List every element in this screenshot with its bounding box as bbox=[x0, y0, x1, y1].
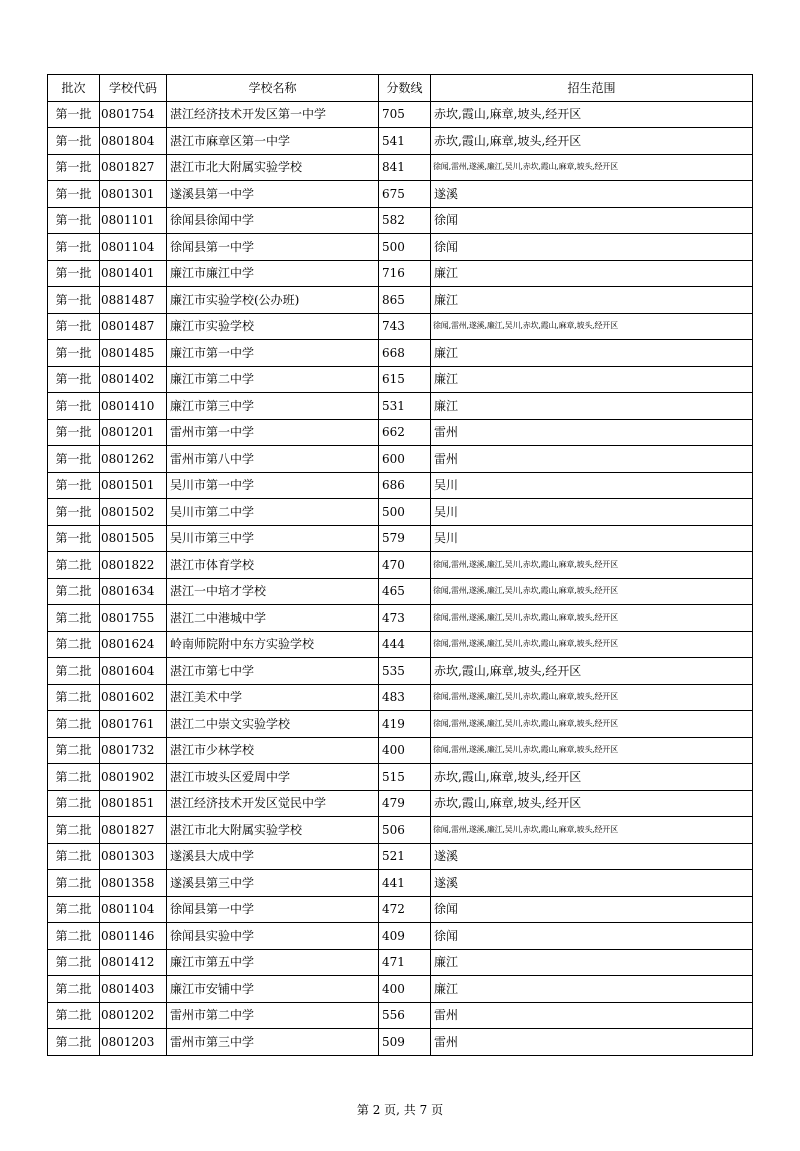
table-row bbox=[48, 631, 753, 658]
school-name-cell: 湛江市北大附属实验学校 bbox=[167, 817, 379, 844]
score-line-cell: 743 bbox=[379, 313, 431, 340]
school-code-cell: 0801624 bbox=[100, 631, 167, 658]
header-score-line: 分数线 bbox=[379, 75, 431, 102]
school-code-cell: 0801412 bbox=[100, 949, 167, 976]
enrollment-scope-cell: 赤坎,霞山,麻章,坡头,经开区 bbox=[431, 658, 753, 685]
header-batch: 批次 bbox=[48, 75, 100, 102]
school-code-cell: 0801604 bbox=[100, 658, 167, 685]
enrollment-scope-cell: 徐闻 bbox=[431, 207, 753, 234]
batch-cell: 第一批 bbox=[48, 287, 100, 314]
score-line-cell: 400 bbox=[379, 737, 431, 764]
school-code-cell: 0801602 bbox=[100, 684, 167, 711]
enrollment-scope-cell: 遂溪 bbox=[431, 181, 753, 208]
table-row bbox=[48, 446, 753, 473]
batch-cell: 第二批 bbox=[48, 976, 100, 1003]
enrollment-scope-cell: 廉江 bbox=[431, 260, 753, 287]
table-header-row bbox=[48, 75, 753, 102]
school-code-cell: 0801487 bbox=[100, 313, 167, 340]
score-line-cell: 400 bbox=[379, 976, 431, 1003]
table-row bbox=[48, 101, 753, 128]
table-row bbox=[48, 896, 753, 923]
batch-cell: 第二批 bbox=[48, 631, 100, 658]
school-code-cell: 0801485 bbox=[100, 340, 167, 367]
score-line-cell: 675 bbox=[379, 181, 431, 208]
score-line-cell: 686 bbox=[379, 472, 431, 499]
school-code-cell: 0801201 bbox=[100, 419, 167, 446]
school-name-cell: 湛江市北大附属实验学校 bbox=[167, 154, 379, 181]
school-name-cell: 遂溪县大成中学 bbox=[167, 843, 379, 870]
batch-cell: 第一批 bbox=[48, 340, 100, 367]
school-name-cell: 湛江一中培才学校 bbox=[167, 578, 379, 605]
score-line-cell: 419 bbox=[379, 711, 431, 738]
batch-cell: 第二批 bbox=[48, 764, 100, 791]
table-row bbox=[48, 552, 753, 579]
batch-cell: 第二批 bbox=[48, 658, 100, 685]
school-name-cell: 吴川市第二中学 bbox=[167, 499, 379, 526]
table-row bbox=[48, 154, 753, 181]
enrollment-scope-cell: 廉江 bbox=[431, 287, 753, 314]
enrollment-scope-cell: 雷州 bbox=[431, 419, 753, 446]
batch-cell: 第二批 bbox=[48, 870, 100, 897]
table-row bbox=[48, 419, 753, 446]
score-line-cell: 535 bbox=[379, 658, 431, 685]
score-line-cell: 444 bbox=[379, 631, 431, 658]
batch-cell: 第二批 bbox=[48, 949, 100, 976]
school-code-cell: 0801761 bbox=[100, 711, 167, 738]
score-line-cell: 705 bbox=[379, 101, 431, 128]
school-code-cell: 0801303 bbox=[100, 843, 167, 870]
school-code-cell: 0801262 bbox=[100, 446, 167, 473]
table-row bbox=[48, 923, 753, 950]
table-row bbox=[48, 1002, 753, 1029]
enrollment-scope-cell: 徐闻,雷州,遂溪,廉江,吴川,赤坎,霞山,麻章,坡头,经开区 bbox=[431, 578, 753, 605]
score-line-cell: 531 bbox=[379, 393, 431, 420]
school-name-cell: 廉江市第三中学 bbox=[167, 393, 379, 420]
table-row bbox=[48, 658, 753, 685]
school-name-cell: 廉江市实验学校(公办班) bbox=[167, 287, 379, 314]
score-line-cell: 479 bbox=[379, 790, 431, 817]
score-line-cell: 500 bbox=[379, 499, 431, 526]
batch-cell: 第一批 bbox=[48, 234, 100, 261]
table-row bbox=[48, 1029, 753, 1056]
batch-cell: 第二批 bbox=[48, 578, 100, 605]
school-name-cell: 雷州市第二中学 bbox=[167, 1002, 379, 1029]
school-code-cell: 0801202 bbox=[100, 1002, 167, 1029]
score-line-cell: 556 bbox=[379, 1002, 431, 1029]
score-line-cell: 472 bbox=[379, 896, 431, 923]
school-code-cell: 0801410 bbox=[100, 393, 167, 420]
school-name-cell: 廉江市安铺中学 bbox=[167, 976, 379, 1003]
school-code-cell: 0801902 bbox=[100, 764, 167, 791]
batch-cell: 第二批 bbox=[48, 605, 100, 632]
batch-cell: 第一批 bbox=[48, 154, 100, 181]
enrollment-scope-cell: 徐闻 bbox=[431, 923, 753, 950]
enrollment-scope-cell: 徐闻,雷州,遂溪,廉江,吴川,赤坎,霞山,麻章,坡头,经开区 bbox=[431, 631, 753, 658]
enrollment-scope-cell: 赤坎,霞山,麻章,坡头,经开区 bbox=[431, 790, 753, 817]
enrollment-scope-cell: 徐闻,雷州,遂溪,廉江,吴川,赤坎,霞山,麻章,坡头,经开区 bbox=[431, 817, 753, 844]
school-name-cell: 湛江市体育学校 bbox=[167, 552, 379, 579]
school-name-cell: 湛江美术中学 bbox=[167, 684, 379, 711]
enrollment-scope-cell: 徐闻,雷州,遂溪,廉江,吴川,赤坎,霞山,麻章,坡头,经开区 bbox=[431, 605, 753, 632]
admission-score-table bbox=[47, 74, 753, 1056]
table-row bbox=[48, 684, 753, 711]
enrollment-scope-cell: 雷州 bbox=[431, 1029, 753, 1056]
enrollment-scope-cell: 徐闻,雷州,遂溪,廉江,吴川,赤坎,霞山,麻章,坡头,经开区 bbox=[431, 737, 753, 764]
score-line-cell: 841 bbox=[379, 154, 431, 181]
score-line-cell: 521 bbox=[379, 843, 431, 870]
score-line-cell: 582 bbox=[379, 207, 431, 234]
score-line-cell: 509 bbox=[379, 1029, 431, 1056]
table-row bbox=[48, 949, 753, 976]
batch-cell: 第二批 bbox=[48, 1002, 100, 1029]
table-row bbox=[48, 260, 753, 287]
header-enrollment-scope: 招生范围 bbox=[431, 75, 753, 102]
school-code-cell: 0801104 bbox=[100, 896, 167, 923]
batch-cell: 第一批 bbox=[48, 472, 100, 499]
batch-cell: 第二批 bbox=[48, 737, 100, 764]
school-name-cell: 廉江市第五中学 bbox=[167, 949, 379, 976]
school-name-cell: 雷州市第八中学 bbox=[167, 446, 379, 473]
batch-cell: 第二批 bbox=[48, 684, 100, 711]
score-line-cell: 473 bbox=[379, 605, 431, 632]
school-code-cell: 0801851 bbox=[100, 790, 167, 817]
school-name-cell: 廉江市廉江中学 bbox=[167, 260, 379, 287]
enrollment-scope-cell: 徐闻,雷州,遂溪,廉江,吴川,赤坎,霞山,麻章,坡头,经开区 bbox=[431, 154, 753, 181]
score-line-cell: 483 bbox=[379, 684, 431, 711]
table-row bbox=[48, 181, 753, 208]
batch-cell: 第一批 bbox=[48, 128, 100, 155]
table-row bbox=[48, 817, 753, 844]
batch-cell: 第一批 bbox=[48, 181, 100, 208]
school-name-cell: 廉江市实验学校 bbox=[167, 313, 379, 340]
batch-cell: 第二批 bbox=[48, 790, 100, 817]
school-code-cell: 0801358 bbox=[100, 870, 167, 897]
school-name-cell: 遂溪县第三中学 bbox=[167, 870, 379, 897]
batch-cell: 第一批 bbox=[48, 101, 100, 128]
school-name-cell: 遂溪县第一中学 bbox=[167, 181, 379, 208]
school-code-cell: 0801804 bbox=[100, 128, 167, 155]
table-row bbox=[48, 870, 753, 897]
enrollment-scope-cell: 廉江 bbox=[431, 340, 753, 367]
score-line-cell: 470 bbox=[379, 552, 431, 579]
header-school-name: 学校名称 bbox=[167, 75, 379, 102]
enrollment-scope-cell: 雷州 bbox=[431, 1002, 753, 1029]
batch-cell: 第二批 bbox=[48, 552, 100, 579]
enrollment-scope-cell: 徐闻 bbox=[431, 896, 753, 923]
school-name-cell: 湛江二中港城中学 bbox=[167, 605, 379, 632]
page-footer: 第 2 页, 共 7 页 bbox=[356, 1103, 444, 1117]
school-name-cell: 湛江市麻章区第一中学 bbox=[167, 128, 379, 155]
enrollment-scope-cell: 吴川 bbox=[431, 499, 753, 526]
enrollment-scope-cell: 徐闻,雷州,遂溪,廉江,吴川,赤坎,霞山,麻章,坡头,经开区 bbox=[431, 313, 753, 340]
score-line-cell: 441 bbox=[379, 870, 431, 897]
table-row bbox=[48, 578, 753, 605]
school-code-cell: 0801732 bbox=[100, 737, 167, 764]
score-line-cell: 615 bbox=[379, 366, 431, 393]
enrollment-scope-cell: 徐闻,雷州,遂溪,廉江,吴川,赤坎,霞山,麻章,坡头,经开区 bbox=[431, 684, 753, 711]
school-name-cell: 徐闻县实验中学 bbox=[167, 923, 379, 950]
batch-cell: 第一批 bbox=[48, 419, 100, 446]
score-line-cell: 541 bbox=[379, 128, 431, 155]
table-row bbox=[48, 843, 753, 870]
enrollment-scope-cell: 徐闻,雷州,遂溪,廉江,吴川,赤坎,霞山,麻章,坡头,经开区 bbox=[431, 711, 753, 738]
enrollment-scope-cell: 廉江 bbox=[431, 366, 753, 393]
enrollment-scope-cell: 赤坎,霞山,麻章,坡头,经开区 bbox=[431, 128, 753, 155]
batch-cell: 第一批 bbox=[48, 313, 100, 340]
table-body bbox=[48, 101, 753, 1055]
school-name-cell: 湛江经济技术开发区觉民中学 bbox=[167, 790, 379, 817]
score-line-cell: 865 bbox=[379, 287, 431, 314]
enrollment-scope-cell: 遂溪 bbox=[431, 843, 753, 870]
school-code-cell: 0881487 bbox=[100, 287, 167, 314]
table-row bbox=[48, 340, 753, 367]
school-name-cell: 岭南师院附中东方实验学校 bbox=[167, 631, 379, 658]
enrollment-scope-cell: 雷州 bbox=[431, 446, 753, 473]
school-name-cell: 湛江市坡头区爱周中学 bbox=[167, 764, 379, 791]
score-line-cell: 465 bbox=[379, 578, 431, 605]
batch-cell: 第一批 bbox=[48, 499, 100, 526]
enrollment-scope-cell: 徐闻,雷州,遂溪,廉江,吴川,赤坎,霞山,麻章,坡头,经开区 bbox=[431, 552, 753, 579]
school-name-cell: 吴川市第三中学 bbox=[167, 525, 379, 552]
table-row bbox=[48, 499, 753, 526]
school-name-cell: 湛江市第七中学 bbox=[167, 658, 379, 685]
school-code-cell: 0801502 bbox=[100, 499, 167, 526]
table-row bbox=[48, 287, 753, 314]
batch-cell: 第二批 bbox=[48, 711, 100, 738]
score-line-cell: 506 bbox=[379, 817, 431, 844]
school-name-cell: 廉江市第二中学 bbox=[167, 366, 379, 393]
enrollment-scope-cell: 廉江 bbox=[431, 393, 753, 420]
table-row bbox=[48, 128, 753, 155]
batch-cell: 第二批 bbox=[48, 1029, 100, 1056]
school-code-cell: 0801754 bbox=[100, 101, 167, 128]
table-row bbox=[48, 472, 753, 499]
table-row bbox=[48, 605, 753, 632]
batch-cell: 第一批 bbox=[48, 366, 100, 393]
score-line-cell: 600 bbox=[379, 446, 431, 473]
school-code-cell: 0801104 bbox=[100, 234, 167, 261]
table-row bbox=[48, 711, 753, 738]
score-line-cell: 471 bbox=[379, 949, 431, 976]
table-row bbox=[48, 737, 753, 764]
table-row bbox=[48, 366, 753, 393]
batch-cell: 第二批 bbox=[48, 817, 100, 844]
table-row bbox=[48, 313, 753, 340]
score-line-cell: 579 bbox=[379, 525, 431, 552]
score-line-cell: 409 bbox=[379, 923, 431, 950]
school-code-cell: 0801827 bbox=[100, 817, 167, 844]
batch-cell: 第一批 bbox=[48, 446, 100, 473]
school-name-cell: 湛江经济技术开发区第一中学 bbox=[167, 101, 379, 128]
school-code-cell: 0801101 bbox=[100, 207, 167, 234]
table-row bbox=[48, 976, 753, 1003]
enrollment-scope-cell: 吴川 bbox=[431, 472, 753, 499]
table-row bbox=[48, 234, 753, 261]
score-line-cell: 515 bbox=[379, 764, 431, 791]
school-code-cell: 0801401 bbox=[100, 260, 167, 287]
school-name-cell: 徐闻县徐闻中学 bbox=[167, 207, 379, 234]
batch-cell: 第一批 bbox=[48, 525, 100, 552]
batch-cell: 第二批 bbox=[48, 843, 100, 870]
table-row bbox=[48, 764, 753, 791]
score-line-cell: 716 bbox=[379, 260, 431, 287]
score-line-cell: 662 bbox=[379, 419, 431, 446]
enrollment-scope-cell: 吴川 bbox=[431, 525, 753, 552]
school-code-cell: 0801827 bbox=[100, 154, 167, 181]
school-code-cell: 0801403 bbox=[100, 976, 167, 1003]
school-code-cell: 0801402 bbox=[100, 366, 167, 393]
table-row bbox=[48, 393, 753, 420]
school-code-cell: 0801203 bbox=[100, 1029, 167, 1056]
score-line-cell: 668 bbox=[379, 340, 431, 367]
header-school-code: 学校代码 bbox=[100, 75, 167, 102]
enrollment-scope-cell: 廉江 bbox=[431, 976, 753, 1003]
table-row bbox=[48, 525, 753, 552]
score-line-cell: 500 bbox=[379, 234, 431, 261]
school-code-cell: 0801146 bbox=[100, 923, 167, 950]
batch-cell: 第一批 bbox=[48, 207, 100, 234]
school-name-cell: 雷州市第一中学 bbox=[167, 419, 379, 446]
table-row bbox=[48, 790, 753, 817]
school-code-cell: 0801505 bbox=[100, 525, 167, 552]
enrollment-scope-cell: 赤坎,霞山,麻章,坡头,经开区 bbox=[431, 764, 753, 791]
enrollment-scope-cell: 赤坎,霞山,麻章,坡头,经开区 bbox=[431, 101, 753, 128]
school-name-cell: 徐闻县第一中学 bbox=[167, 896, 379, 923]
table-row bbox=[48, 207, 753, 234]
school-code-cell: 0801755 bbox=[100, 605, 167, 632]
school-code-cell: 0801822 bbox=[100, 552, 167, 579]
batch-cell: 第二批 bbox=[48, 896, 100, 923]
batch-cell: 第二批 bbox=[48, 923, 100, 950]
enrollment-scope-cell: 徐闻 bbox=[431, 234, 753, 261]
school-code-cell: 0801501 bbox=[100, 472, 167, 499]
school-name-cell: 徐闻县第一中学 bbox=[167, 234, 379, 261]
school-name-cell: 廉江市第一中学 bbox=[167, 340, 379, 367]
enrollment-scope-cell: 廉江 bbox=[431, 949, 753, 976]
batch-cell: 第一批 bbox=[48, 393, 100, 420]
school-code-cell: 0801301 bbox=[100, 181, 167, 208]
school-name-cell: 雷州市第三中学 bbox=[167, 1029, 379, 1056]
school-name-cell: 吴川市第一中学 bbox=[167, 472, 379, 499]
batch-cell: 第一批 bbox=[48, 260, 100, 287]
school-name-cell: 湛江二中崇文实验学校 bbox=[167, 711, 379, 738]
school-name-cell: 湛江市少林学校 bbox=[167, 737, 379, 764]
enrollment-scope-cell: 遂溪 bbox=[431, 870, 753, 897]
school-code-cell: 0801634 bbox=[100, 578, 167, 605]
